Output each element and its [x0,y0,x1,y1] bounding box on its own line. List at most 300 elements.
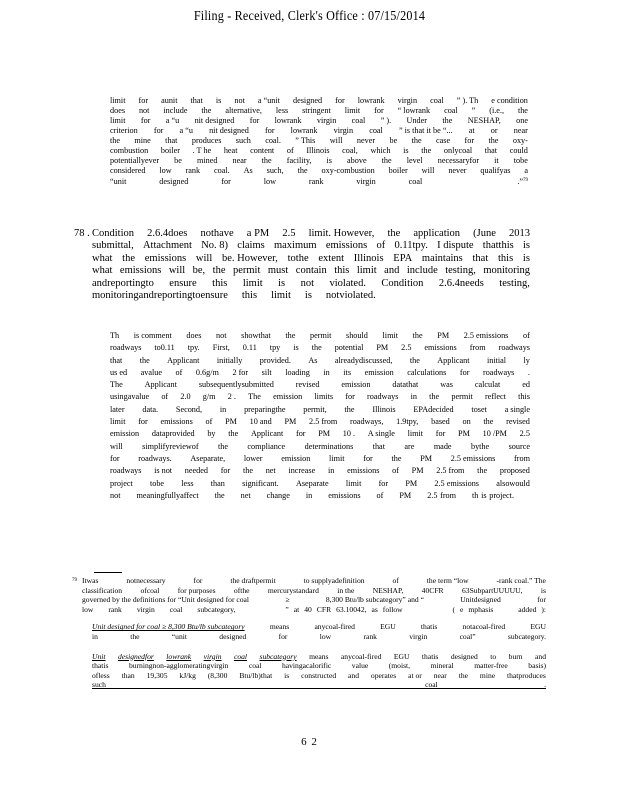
word: havingacalorific [281,661,332,671]
word: be [389,136,398,145]
word: from [469,343,486,353]
word: coal [430,96,444,105]
word: simplifyreviewof [142,441,199,451]
word: 0.11tpy. [394,240,428,252]
word: As [308,355,318,365]
word: calculat [474,380,501,390]
word: kJ/kg [179,670,196,680]
word: emission [281,453,311,463]
word: 19,305 [146,670,168,680]
word: than [121,670,135,680]
word: initial [486,355,507,365]
word: 2 . [227,392,236,402]
quote-line [110,96,528,106]
word: data. [142,404,159,414]
word: emissions [325,240,368,252]
word: a PM [246,228,270,239]
word: lowrank [357,96,385,105]
word: A single [367,429,395,439]
word: submittal, [92,240,134,252]
word: burningnon-agglomeratingvirgin [128,661,229,671]
word: limit [329,453,345,463]
word: Second, [175,404,203,414]
word: 2.5 emissions [463,331,509,340]
word: ensure [169,277,197,289]
response-last-line [110,490,530,502]
word: monitoringandreportingtoensure [92,290,228,302]
item-78-comment [92,228,530,302]
word: classification [82,585,123,595]
word: mine [134,136,151,145]
word: for [153,126,164,135]
word: lowrank [274,116,302,125]
word: of [523,331,530,340]
word: does [186,331,202,340]
word: produces [191,136,222,145]
response-line [110,416,530,428]
word: considered [110,166,146,175]
word: thatthis [482,240,514,252]
word: the [242,466,253,476]
word: limit [345,478,362,488]
word: is not [154,466,173,476]
word: of [392,576,399,585]
word: onlycoal [443,146,473,155]
word: mercurystandard [267,585,319,595]
word: source [508,441,530,451]
word: PM [225,417,237,427]
word: does [110,106,126,115]
word: the [139,355,150,365]
word: First, [212,343,230,353]
word: us ed [110,367,128,377]
word: th is project. [472,490,515,500]
word: of [286,146,294,155]
word: a “u [179,126,193,135]
word: that [472,252,489,264]
word: to supplyadefinition [303,576,365,585]
word: oxy- [512,136,528,145]
word: by [207,429,216,439]
word: mine [479,670,496,680]
word: that [372,441,385,451]
word: tobe [513,156,528,165]
word: roadways [498,343,530,353]
word: is [293,343,299,353]
word: rank [185,166,201,175]
word: tpy [269,343,281,353]
word: (i.e., [489,106,504,115]
word: for [249,116,260,125]
word: above [347,156,367,165]
word: emission [273,392,303,402]
word: limit [382,331,398,340]
word: calculations [407,367,447,377]
word: coal. [214,166,230,175]
word: monitoring [483,265,530,277]
word: the [409,355,420,365]
word: facility, [286,156,312,165]
word: are [404,441,415,451]
comment-line [92,265,530,277]
response-line [110,453,530,465]
word: not [216,331,227,340]
word: limit [242,277,263,289]
word: net [265,466,276,476]
word: Itwas [82,576,99,585]
word: include [406,265,438,277]
word: for [335,96,345,105]
word: the [228,429,239,439]
quote-block-1 [110,96,528,187]
word: change [266,490,290,500]
word: the [344,404,355,414]
word: violated. [329,277,366,289]
word: for [378,478,389,488]
word: Attachment [142,240,192,252]
word: determinations [304,441,354,451]
word: testing, [445,265,476,277]
word: made [433,441,452,451]
word: the [297,166,308,175]
word: was [440,380,453,390]
word: the [412,331,423,340]
word: value [351,661,369,671]
word: level [406,156,423,165]
word: qualifyas [480,166,511,175]
word: is [403,146,409,155]
word: the [110,136,121,145]
response-line [110,465,530,477]
word: the [217,441,228,451]
word: is comment [133,331,172,340]
word: will [421,166,435,175]
definition-last-line: such coal . [92,680,546,690]
word: increase [288,466,316,476]
word: -rank coal.” The [496,576,546,585]
word: significant. [242,478,279,488]
word: this [212,277,228,289]
word: The [110,380,123,390]
word: virgin [397,96,418,105]
word: later [110,404,125,414]
word: designedfor [117,651,154,661]
word: showthat [241,331,271,340]
word: alternative, [225,106,262,115]
word: the [311,343,322,353]
word: for [295,429,306,439]
word: 2013 [508,228,530,239]
word: . T he [192,146,212,155]
word: burn [508,651,523,661]
word: toset [471,404,487,414]
word: needed [184,466,208,476]
word: nothave [200,228,234,239]
word: claims [237,240,265,252]
word: limit [407,429,424,439]
word: avalue [140,367,162,377]
word: on [462,417,471,427]
word: the term “low [426,576,469,585]
word: Illinois [353,252,384,264]
word: EPAdecided [413,404,454,414]
word: application [413,228,461,239]
word: and [384,265,400,277]
word: a single [504,404,530,414]
word: tobe [149,478,165,488]
word: nit designed [209,126,249,135]
word: emission [341,380,371,390]
word: the [429,392,440,402]
word: revised [506,417,530,427]
word: emissions [424,343,457,353]
quote-last-line [110,176,528,187]
word: 2 for [232,367,249,377]
definition-line [92,652,546,662]
word: must [267,265,289,277]
word: subsequentlysubmitted [198,380,274,390]
word: or [490,126,498,135]
word: include [163,106,188,115]
word: less [181,478,194,488]
word: the [391,453,402,463]
word: be [174,156,182,165]
word: No. 8) [201,240,229,252]
word: (June [473,228,496,239]
word: not [110,490,121,500]
response-line [110,441,530,453]
word: the [477,466,488,476]
word: near [232,156,247,165]
word: permit [310,331,332,340]
word: the [411,136,422,145]
word: 2.5 from [427,490,457,500]
quote-line [110,146,528,156]
word: matter-free [474,661,508,671]
word: emissions [328,490,361,500]
word: that [165,136,178,145]
word: not [300,277,315,289]
word: basis) [528,661,546,671]
word: in [219,404,227,414]
word: in [327,466,335,476]
word: this [518,392,530,402]
quote-line [110,166,528,176]
definition-line [92,671,546,681]
word: Condition [381,277,424,289]
word: roadways, [349,417,384,427]
response-line [110,478,530,490]
word: roadways. [138,453,172,463]
word: near [513,126,528,135]
word: Applicant [144,380,177,390]
quote-last-end: .” [517,177,523,186]
word: the [483,417,494,427]
word: at [468,126,475,135]
word: the [442,116,453,125]
response-line [110,342,530,354]
word: meaningfullyaffect [136,490,199,500]
word: to0.11 [154,343,175,353]
quote-last-text: “unit designed for low rank virgin coal [110,177,423,186]
word: project [110,478,133,488]
footnote-line [82,576,546,586]
word: emission [110,429,140,439]
word: PM [399,490,412,500]
word: notacoal-fired [462,622,506,632]
word: coal [233,651,248,661]
comment-line [92,228,530,240]
word: dataprovided [151,429,195,439]
word: for purposes [177,585,216,595]
word: to [490,651,497,661]
word: NESHAP, [467,116,501,125]
definition-low-rank-virgin-coal [92,652,546,690]
word: EGU [530,622,546,632]
word: 2.6.4does [147,228,188,239]
word: contain [295,265,327,277]
word: ” [471,106,476,115]
response-line [110,330,530,342]
word: in [410,392,417,402]
word: in the [337,585,355,595]
word: near [433,670,447,680]
word: 1.9tpy, [396,417,419,427]
word: designed [450,651,478,661]
word: lower [243,453,263,463]
word: the [387,228,401,239]
word: coal [444,106,458,115]
footnote-separator [94,572,122,573]
word: datathat [392,380,419,390]
word: 2.5 emissions [450,453,496,463]
word: this [241,290,258,302]
word: emissions [119,265,162,277]
word: ” This [295,136,316,145]
word: of [392,466,399,476]
word: the [285,331,296,340]
word: permit [232,265,261,277]
word: for [537,595,546,605]
word: one [516,116,528,125]
word: Unitdesigned [460,595,501,605]
word: a “u [165,116,180,125]
word: EGU [380,622,396,632]
word: ” ). Th [456,96,479,105]
word: limit. However, [308,228,375,239]
word: PM [318,429,331,439]
word: PM [458,429,470,439]
quote-line [110,106,528,116]
word: compliance [247,441,286,451]
word: be, [192,265,206,277]
word: for [374,106,384,115]
word: maintains [421,252,463,264]
word: alreadydiscussed, [334,355,393,365]
word: be. However, [222,252,278,264]
word: a [524,166,528,175]
word: will [168,265,186,277]
word: Illinois [306,146,330,155]
word: will [110,441,123,451]
word: oxy-combustion [321,166,375,175]
word: nit designed [194,116,235,125]
word: thatproduces [507,670,546,680]
word: is [522,240,530,252]
response-line [110,355,530,367]
word: PM [437,331,450,340]
word: EPA [393,252,413,264]
word: silt [261,367,272,377]
word: never [448,166,467,175]
word: potential [334,343,364,353]
word: 0.11 [242,343,257,353]
word: the [381,156,392,165]
word: 2.5 from [309,417,338,427]
word: for [193,576,203,585]
word: is [540,585,546,595]
page-number: 6 2 [301,736,318,748]
word: the [212,265,226,277]
word: emissions [144,252,187,264]
word: permit, [303,404,327,414]
definition-coal-8300 [92,622,546,641]
word: coal, [342,146,358,155]
word: is [326,156,332,165]
word: this [334,265,350,277]
word: PM [284,417,297,427]
word: bythe [470,441,490,451]
word: NESHAP, [372,585,404,595]
word: mined [196,156,218,165]
word: of [175,367,183,377]
footnote-line [82,595,546,605]
word: roadways [482,367,515,377]
word: in [323,367,330,377]
word: will [329,136,343,145]
word: thatis [420,622,438,632]
word: usingavalue [110,392,150,402]
word: Aseparate [295,478,329,488]
word: (8,300 [207,670,228,680]
word: 2.6.4needs [438,277,484,289]
response-line [110,391,530,403]
word: such [235,136,251,145]
word: ed [522,380,530,390]
word: proposed [499,466,530,476]
word: should [346,331,368,340]
quote-line [110,116,528,126]
word: roadways [110,343,142,353]
response-block [110,330,530,502]
word: net [240,490,251,500]
word: andreportingto [92,277,154,289]
word: Illinois [372,404,396,414]
word: Aseparate, [190,453,226,463]
word: for [459,367,470,377]
word: preparingthe [244,404,286,414]
word: Th [110,331,120,340]
word: “ lowrank [397,106,431,115]
word: emissions [347,466,380,476]
word: means [269,622,290,632]
quote-line [110,136,528,146]
response-line [110,428,530,440]
word: 0.6g/m [195,367,219,377]
quote-line [110,156,528,166]
word: 2.5 [401,343,412,353]
word: that [484,146,498,155]
